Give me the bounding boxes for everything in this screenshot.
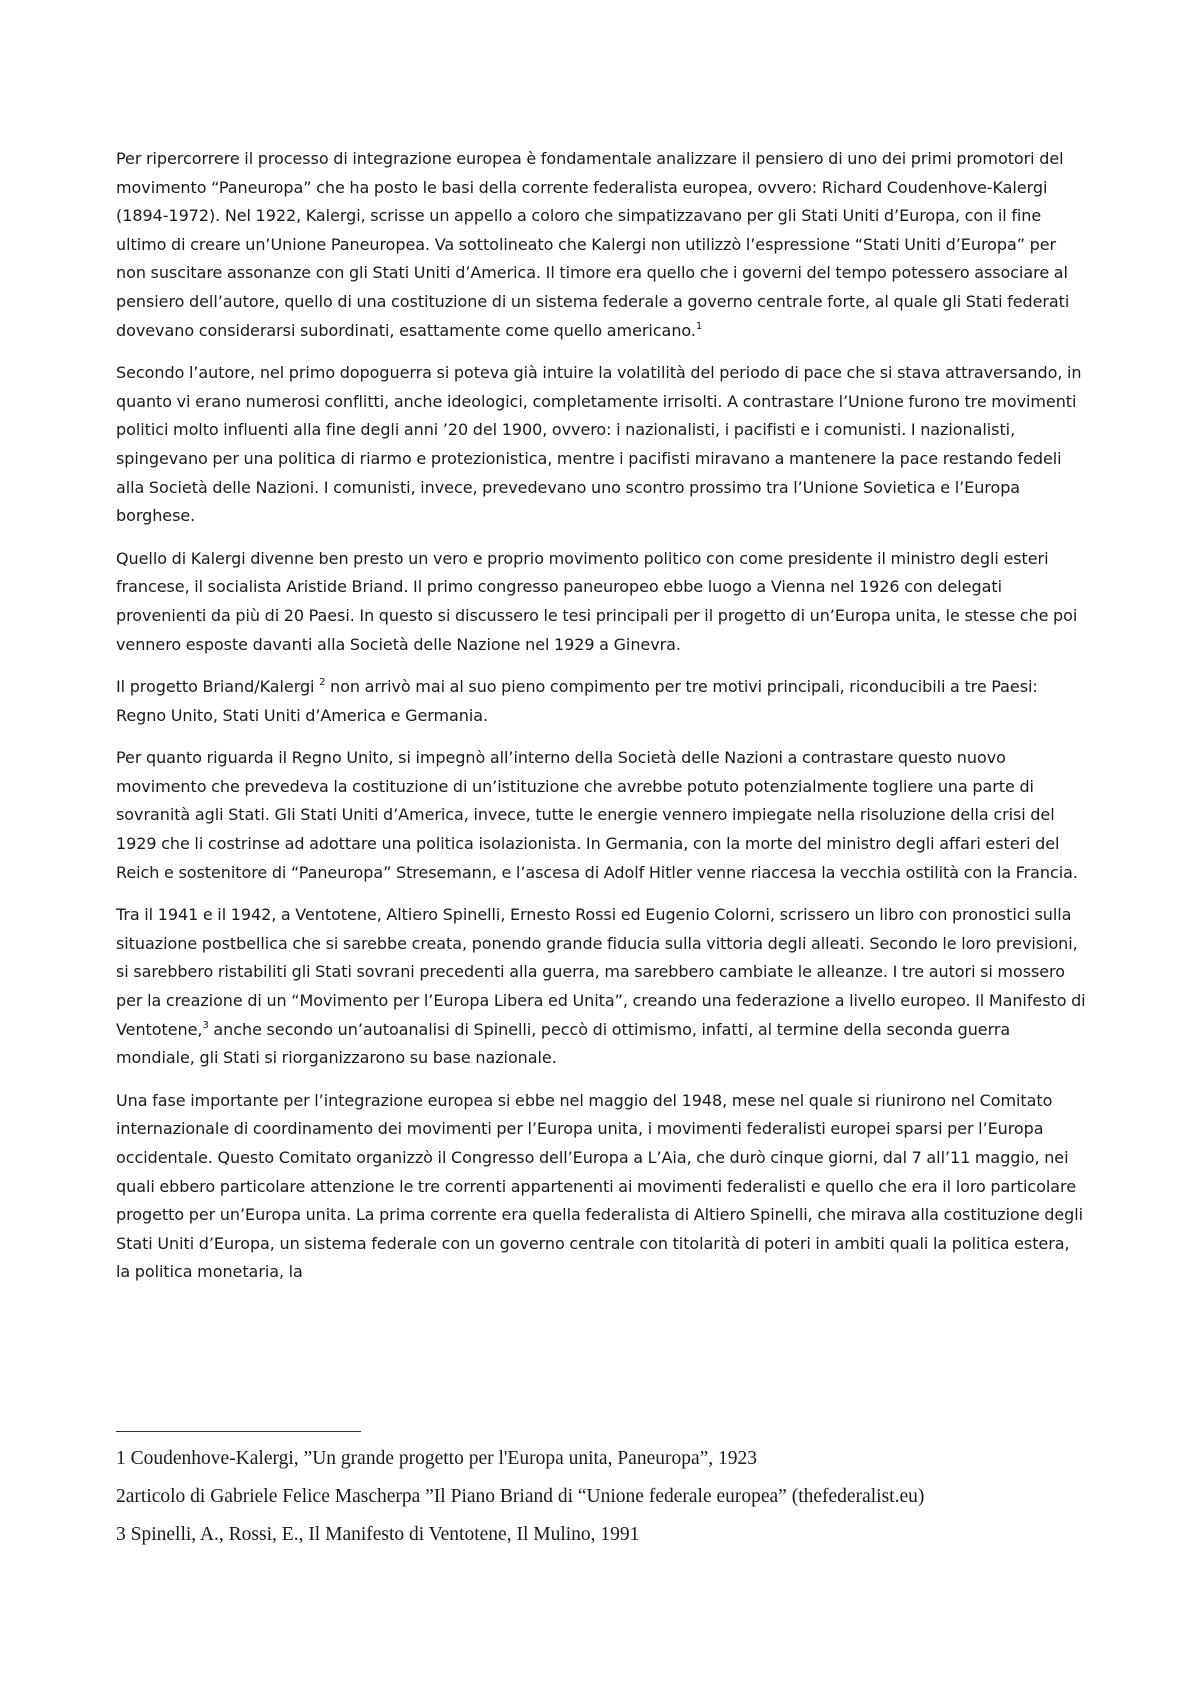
- paragraph-text: Il progetto Briand/Kalergi: [116, 677, 320, 697]
- paragraph: [116, 1087, 1088, 1287]
- paragraph-text-after: anche secondo un’autoanalisi di Spinelli, peccò di ottimismo, infatti, al termine della seconda guerra mondiale, gli Stati si riorganizzarono su base nazionale.: [116, 1019, 1011, 1068]
- paragraph: [116, 901, 1088, 1073]
- paragraph-text-after: non arrivò mai al suo pieno compimento per tre motivi principali, riconducibili a tre Paesi: Regno Unito, Stati Uniti d’America e Germania.: [116, 677, 1038, 725]
- footnote-number: 3: [116, 1524, 126, 1545]
- paragraph-text: Quello di Kalergi divenne ben presto un vero e proprio movimento politico con come presidente il ministro degli esteri francese, il socialista Aristide Briand. Il primo congresso paneuropeo ebbe luogo a Vienna nel 1926 con delegati provenienti da più di 20 Paesi. In questo si discussero le tesi principali per il progetto di un’Europa unita, le stesse che poi vennero esposte davanti alla Società delle Nazione nel 1929 a Ginevra.: [116, 548, 1078, 654]
- paragraph: [116, 545, 1088, 659]
- footnote-ref[interactable]: 1: [695, 320, 703, 332]
- paragraph: [116, 744, 1088, 887]
- footnote-text: articolo di Gabriele Felice Mascherpa ”Il Piano Briand di “Unione federale europea” (thefederalist.eu): [125, 1486, 925, 1507]
- footnote-text: Spinelli, A., Rossi, E., Il Manifesto di Ventotene, Il Mulino, 1991: [125, 1524, 640, 1545]
- footnote: [116, 1522, 1088, 1548]
- paragraph-text: Secondo l’autore, nel primo dopoguerra si poteva già intuire la volatilità del periodo di pace che si stava attraversando, in quanto vi erano numerosi conflitti, anche ideologici, completamente irrisolti. A contrastare l’Unione furono tre movimenti politici molto influenti alla fine degli anni ’20 del 1900, ovvero: i nazionalisti, i pacifisti e i comunisti. I nazionalisti, spingevano per una politica di riarmo e protezionistica, mentre i pacifisti miravano a mantenere la pace restando fedeli alla Società delle Nazioni. I comunisti, invece, prevedevano uno scontro prossimo tra l’Unione Sovietica e l’Europa borghese.: [116, 363, 1082, 526]
- footnote-number: 2: [116, 1486, 126, 1507]
- paragraph-text: Per quanto riguarda il Regno Unito, si impegnò all’interno della Società delle Nazioni a contrastare questo nuovo movimento che prevedeva la costituzione di un’istituzione che avrebbe potuto potenzialmente togliere una parte di sovranità agli Stati. Gli Stati Uniti d’America, invece, tutte le energie vennero impiegate nella risoluzione della crisi del 1929 che li costrinse ad adottare una politica isolazionista. In Germania, con la morte del ministro degli affari esteri del Reich e sostenitore di “Paneuropa” Stresemann, e l’ascesa di Adolf Hitler venne riaccesa la vecchia ostilità con la Francia.: [116, 748, 1078, 882]
- footnote-ref[interactable]: 3: [202, 1019, 209, 1031]
- footnotes: [116, 1446, 1088, 1560]
- paragraph: [116, 145, 1088, 345]
- footnote: [116, 1446, 1088, 1472]
- footnote: [116, 1484, 1088, 1510]
- paragraph: [116, 673, 1088, 730]
- paragraph-text: Una fase importante per l’integrazione europea si ebbe nel maggio del 1948, mese nel quale si riunirono nel Comitato internazionale di coordinamento dei movimenti per l’Europa unita, i movimenti federalisti europei sparsi per l’Europa occidentale. Questo Comitato organizzò il Congresso dell’Europa a L’Aia, che durò cinque giorni, dal 7 all’11 maggio, nei quali ebbero particolare attenzione le tre correnti appartenenti ai movimenti federalisti e quello che era il loro particolare progetto per un’Europa unita. La prima corrente era quella federalista di Altiero Spinelli, che mirava alla costituzione degli Stati Uniti d’Europa, un sistema federale con un governo centrale con titolarità di poteri in ambiti quali la politica estera, la politica monetaria, la: [116, 1090, 1084, 1282]
- paragraph: [116, 359, 1088, 531]
- paragraph-text: Tra il 1941 e il 1942, a Ventotene, Altiero Spinelli, Ernesto Rossi ed Eugenio Colorni, scrissero un libro con pronostici sulla situazione postbellica che si sarebbe creata, ponendo grande fiducia sulla vittoria degli alleati. Secondo le loro previsioni, si sarebbero ristabiliti gli Stati sovrani precedenti alla guerra, ma sarebbero cambiate le alleanze. I tre autori si mossero per la creazione di un “Movimento per l’Europa Libera ed Unita”, creando una federazione a livello europeo. Il Manifesto di Ventotene,: [116, 905, 1086, 1039]
- footnote-text: Coudenhove-Kalergi, ”Un grande progetto per l'Europa unita, Paneuropa”, 1923: [125, 1448, 758, 1469]
- footnote-ref[interactable]: 2: [319, 677, 326, 689]
- paragraph-text: Per ripercorrere il processo di integrazione europea è fondamentale analizzare il pensiero di uno dei primi promotori del movimento “Paneuropa” che ha posto le basi della corrente federalista europea, ovvero: Richard Coudenhove-Kalergi (1894-1972). Nel 1922, Kalergi, scrisse un appello a coloro che simpatizzavano per gli Stati Uniti d’Europa, con il fine ultimo di creare un’Unione Paneuropea. Va sottolineato che Kalergi non utilizzò l’espressione “Stati Uniti d’Europa” per non suscitare assonanze con gli Stati Uniti d’America. Il timore era quello che i governi del tempo potessero associare al pensiero dell’autore, quello di una costituzione di un sistema federale a governo centrale forte, al quale gli Stati federati dovevano considerarsi subordinati, esattamente come quello americano.: [116, 149, 1070, 340]
- body-text: [116, 145, 1088, 1301]
- footnote-number: 1: [116, 1448, 126, 1469]
- footnote-separator: [116, 1431, 361, 1432]
